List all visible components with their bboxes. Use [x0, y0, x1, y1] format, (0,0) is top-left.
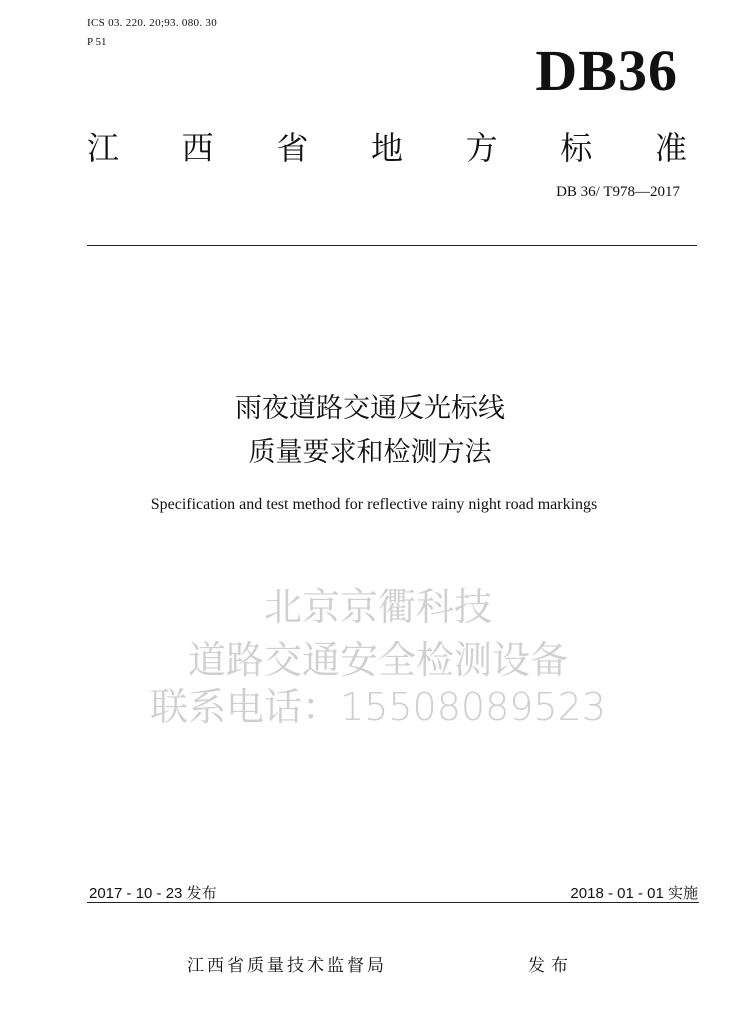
implementation-date: 2018 - 01 - 01 实施	[570, 885, 698, 902]
standard-type-char: 方	[465, 129, 498, 167]
standard-type-char: 标	[560, 129, 593, 167]
watermark-line1: 北京京衢科技	[263, 585, 492, 629]
title-en: Specification and test method for reflective rainy night road markings	[150, 496, 598, 513]
title-cn-line2: 质量要求和检测方法	[248, 437, 492, 468]
title-cn-line1: 雨夜道路交通反光标线	[235, 393, 505, 424]
top-divider	[87, 245, 697, 246]
db-code: DB36	[535, 38, 678, 103]
publish-label: 发布	[528, 956, 574, 976]
standard-type	[87, 126, 687, 166]
standard-type-char: 省	[276, 129, 309, 167]
issue-date: 2017 - 10 - 23 发布	[89, 885, 217, 902]
standard-type-char: 西	[181, 129, 214, 167]
standard-type-char: 江	[87, 129, 120, 167]
standard-type-char: 准	[654, 129, 687, 167]
watermark-line3: 联系电话：15508089523	[150, 685, 606, 729]
issuer: 江西省质量技术监督局	[187, 956, 387, 976]
bottom-divider	[87, 902, 699, 903]
ics-code: ICS 03. 220. 20;93. 080. 30	[87, 17, 218, 29]
classification-code: P 51	[87, 36, 107, 48]
standard-type-char: 地	[370, 129, 403, 167]
watermark-line2: 道路交通安全检测设备	[187, 638, 568, 682]
standard-number: DB 36/ T978—2017	[556, 184, 680, 200]
